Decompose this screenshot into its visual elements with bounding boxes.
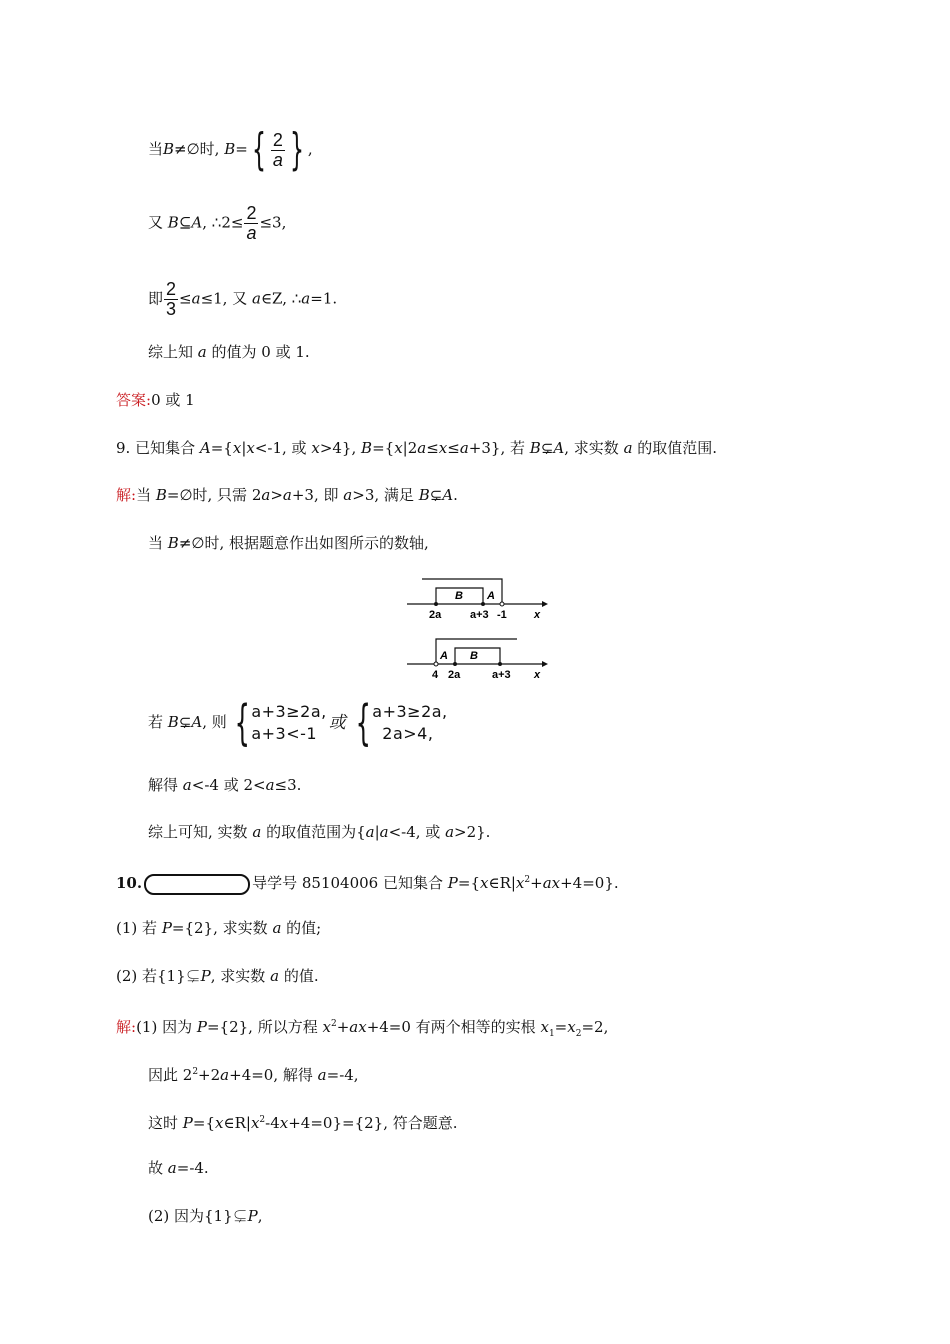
var-a: a <box>252 289 261 308</box>
text: >2}. <box>454 823 491 841</box>
var: a <box>220 1066 230 1084</box>
answer-value: 0 或 1 <box>151 391 195 409</box>
text: + <box>530 874 543 892</box>
text: =-4. <box>176 1159 209 1177</box>
text: ={ <box>192 1114 216 1132</box>
axis-arrow <box>542 601 548 607</box>
text: | <box>241 439 247 457</box>
text: (1) 若 <box>116 919 158 937</box>
numerator: 2 <box>246 203 257 223</box>
system-brace: { <box>355 695 371 751</box>
text: +3}, 若 <box>468 439 525 457</box>
var: B <box>167 534 179 552</box>
point-2a <box>434 602 438 606</box>
solution-9-conclusion <box>148 822 490 842</box>
tick-label-1: 4 <box>432 669 439 681</box>
text: ∈R| <box>488 874 516 892</box>
var: x <box>279 1114 289 1132</box>
text: ⊆ <box>178 213 192 232</box>
point-minus1 <box>500 602 504 606</box>
tick-label-2: 2a <box>448 669 461 681</box>
var: a <box>182 776 192 794</box>
point-a3 <box>498 662 502 666</box>
var: a <box>459 439 469 457</box>
system-brace: { <box>234 695 250 751</box>
var: a <box>261 486 271 504</box>
var: x <box>232 439 242 457</box>
var: x <box>540 1018 549 1036</box>
text: ={ <box>372 439 395 457</box>
text: , 求实数 <box>564 439 619 457</box>
fraction-2-over-a <box>271 131 285 170</box>
text: ≤ <box>426 439 439 457</box>
exponent: 2 <box>330 1019 337 1029</box>
text: ={2}, 所以方程 <box>206 1018 318 1036</box>
text: +4=0, 解得 <box>229 1066 313 1084</box>
system-row: a+3≥2a, <box>372 702 448 721</box>
answer-label: 答案: <box>116 391 152 409</box>
solution-line-b-nonempty <box>148 124 313 175</box>
var: a <box>265 776 275 794</box>
text: ≤ <box>447 439 460 457</box>
text: 的值; <box>286 919 322 937</box>
point-2a <box>453 662 457 666</box>
tick-label-3: a+3 <box>492 669 511 681</box>
label-set-b: B <box>455 590 463 602</box>
text: +4=0}. <box>560 874 619 892</box>
question-10-part-1 <box>116 918 321 938</box>
var-a: a <box>191 289 201 308</box>
label-set-b: B <box>470 650 478 662</box>
question-10-part-2 <box>116 966 319 986</box>
var: P <box>447 874 458 892</box>
text: (2) 因为{1}⊊ <box>148 1207 248 1225</box>
number-line-diagram-2 <box>400 635 550 683</box>
var: a <box>379 823 389 841</box>
exponent: 2 <box>192 1067 199 1077</box>
text: + <box>336 1018 350 1036</box>
text: +4=0 有两个相等的实根 <box>366 1018 536 1036</box>
label-set-a: A <box>440 650 448 662</box>
var: a <box>282 486 292 504</box>
exponent: 2 <box>259 1115 266 1125</box>
var: x <box>246 439 255 457</box>
text: 当 <box>148 140 164 158</box>
text: 导学号 85104006 已知集合 <box>252 874 443 892</box>
var: P <box>247 1207 258 1225</box>
text: 的取值范围. <box>637 439 718 457</box>
denominator: a <box>246 223 257 243</box>
var: a <box>417 439 427 457</box>
var-a-set: A <box>191 213 203 232</box>
solution-10-line-5 <box>148 1206 263 1226</box>
solution-10-line-3 <box>148 1110 458 1133</box>
answer-line <box>116 390 195 410</box>
var: P <box>196 1018 207 1036</box>
text: =∅时, 只需 2 <box>166 486 262 504</box>
var: A <box>442 486 454 504</box>
axis-label: x <box>534 609 541 621</box>
text: (1) 因为 <box>136 1018 193 1036</box>
var: ax <box>349 1018 367 1036</box>
var: x <box>215 1114 224 1132</box>
text: 9. 已知集合 <box>116 439 196 457</box>
fraction-2-over-a <box>244 204 258 243</box>
text: ≠∅时, 根据题意作出如图所示的数轴, <box>178 534 429 552</box>
text: , <box>257 1207 263 1225</box>
var: a <box>252 823 262 841</box>
text: =1. <box>310 289 338 308</box>
var: B <box>529 439 541 457</box>
solution-line-range <box>148 280 337 319</box>
or-word: 或 <box>328 713 346 733</box>
var-b: B <box>163 140 175 158</box>
var: A <box>199 439 211 457</box>
text: 的值. <box>283 967 319 985</box>
solution-label: 解: <box>116 1018 137 1036</box>
numerator: 2 <box>272 129 283 150</box>
text: ⊊ <box>540 439 554 457</box>
text: , 则 <box>202 713 227 731</box>
var: B <box>361 439 373 457</box>
text: 综上知 <box>148 343 194 361</box>
var-b: B <box>167 213 179 232</box>
text: +2 <box>198 1066 221 1084</box>
text: , ∴2≤ <box>202 213 244 232</box>
var: P <box>161 919 172 937</box>
var: a <box>445 823 455 841</box>
question-number: 10. <box>116 874 143 892</box>
fraction-2-over-3 <box>164 280 178 319</box>
text: , <box>307 140 313 158</box>
var: x <box>515 874 525 892</box>
text: ={ <box>210 439 233 457</box>
text: 即 <box>148 289 164 308</box>
var: a <box>365 823 375 841</box>
text: -4 <box>265 1114 280 1132</box>
var: a <box>167 1159 177 1177</box>
var: A <box>553 439 565 457</box>
solution-10-line-4 <box>148 1158 209 1178</box>
var: B <box>418 486 430 504</box>
numerator: 2 <box>166 279 177 299</box>
text: +4=0}={2}, 符合题意. <box>288 1114 458 1132</box>
system-row: a+3<-1 <box>251 724 318 743</box>
var: x <box>438 439 448 457</box>
text: (2) 若{1}⊊ <box>116 967 201 985</box>
denominator: 3 <box>166 299 177 319</box>
axis-label: x <box>534 669 541 681</box>
denominator: a <box>272 149 283 170</box>
var: P <box>182 1114 193 1132</box>
text: ⊊ <box>178 713 192 731</box>
solution-9-line-1 <box>116 485 458 505</box>
var: x <box>394 439 403 457</box>
solution-9-line-2 <box>148 533 429 553</box>
pill-badge-icon <box>144 874 250 895</box>
solution-9-solved <box>148 775 301 795</box>
inequality-system-2 <box>348 695 448 751</box>
text: ≤3. <box>274 776 302 794</box>
text: 的值为 0 或 1. <box>211 343 310 361</box>
text: 因此 2 <box>148 1066 193 1084</box>
tick-label-3: -1 <box>497 609 507 621</box>
text: ≤1, 又 <box>200 289 248 308</box>
brace-right: } <box>289 124 304 175</box>
text: <-4, 或 <box>388 823 441 841</box>
var: a <box>623 439 633 457</box>
text: <-4 或 2< <box>191 776 266 794</box>
text: 解得 <box>148 776 179 794</box>
text: 故 <box>148 1159 164 1177</box>
var: x <box>250 1114 260 1132</box>
solution-label: 解: <box>116 486 137 504</box>
text: 当 <box>148 534 164 552</box>
var-a: a <box>197 343 207 361</box>
text: +3, 即 <box>291 486 339 504</box>
subscript: 2 <box>575 1029 582 1039</box>
text: ∈Z, ∴ <box>260 289 302 308</box>
text: =2, <box>581 1018 609 1036</box>
var: B <box>167 713 179 731</box>
text: 若 <box>148 713 164 731</box>
question-10 <box>116 870 619 895</box>
tick-label-2: a+3 <box>470 609 489 621</box>
text: ={ <box>457 874 480 892</box>
point-4 <box>434 662 438 666</box>
solution-line-summary <box>148 342 310 362</box>
text: 又 <box>148 213 164 232</box>
solution-10-line-1 <box>116 1014 608 1044</box>
text: 的取值范围为{ <box>266 823 366 841</box>
solution-9-systems <box>148 696 448 749</box>
point-a3 <box>481 602 485 606</box>
solution-10-line-2 <box>148 1062 359 1085</box>
var-a: a <box>301 289 311 308</box>
text: >4}, <box>319 439 357 457</box>
system-row: a+3≥2a, <box>251 702 327 721</box>
text: |2 <box>402 439 418 457</box>
inequality-system-1 <box>227 695 327 751</box>
system-row: 2a>4, <box>382 724 434 743</box>
question-9 <box>116 438 717 458</box>
text: ={2}, 求实数 <box>171 919 268 937</box>
var: a <box>270 967 280 985</box>
var: x <box>311 439 320 457</box>
text: > <box>270 486 283 504</box>
var: x <box>480 874 489 892</box>
var: ax <box>542 874 561 892</box>
subscript: 1 <box>548 1029 555 1039</box>
axis-arrow <box>542 661 548 667</box>
var: a <box>317 1066 327 1084</box>
solution-line-subset <box>148 204 286 243</box>
text: = <box>235 140 248 158</box>
text: >3, 满足 <box>352 486 414 504</box>
text: 这时 <box>148 1114 179 1132</box>
text: ⊊ <box>429 486 443 504</box>
text: ≠∅时, <box>174 140 220 158</box>
text: 当 <box>136 486 152 504</box>
brace-left: { <box>251 124 266 175</box>
exponent: 2 <box>524 875 531 885</box>
text: ≤ <box>179 289 192 308</box>
var-b: B <box>224 140 236 158</box>
text: 综上可知, 实数 <box>148 823 248 841</box>
var: a <box>272 919 282 937</box>
var: A <box>191 713 203 731</box>
var: x <box>322 1018 331 1036</box>
var: P <box>200 967 211 985</box>
number-line-diagram-1 <box>400 575 550 623</box>
text: ∈R| <box>223 1114 251 1132</box>
text: = <box>554 1018 568 1036</box>
label-set-a: A <box>487 590 495 602</box>
var: a <box>343 486 353 504</box>
tick-label-1: 2a <box>429 609 442 621</box>
text: | <box>374 823 380 841</box>
var: x <box>567 1018 576 1036</box>
text: . <box>453 486 458 504</box>
text: ≤3, <box>259 213 287 232</box>
var: B <box>155 486 167 504</box>
text: , 求实数 <box>210 967 266 985</box>
text: <-1, 或 <box>254 439 307 457</box>
text: =-4, <box>326 1066 359 1084</box>
